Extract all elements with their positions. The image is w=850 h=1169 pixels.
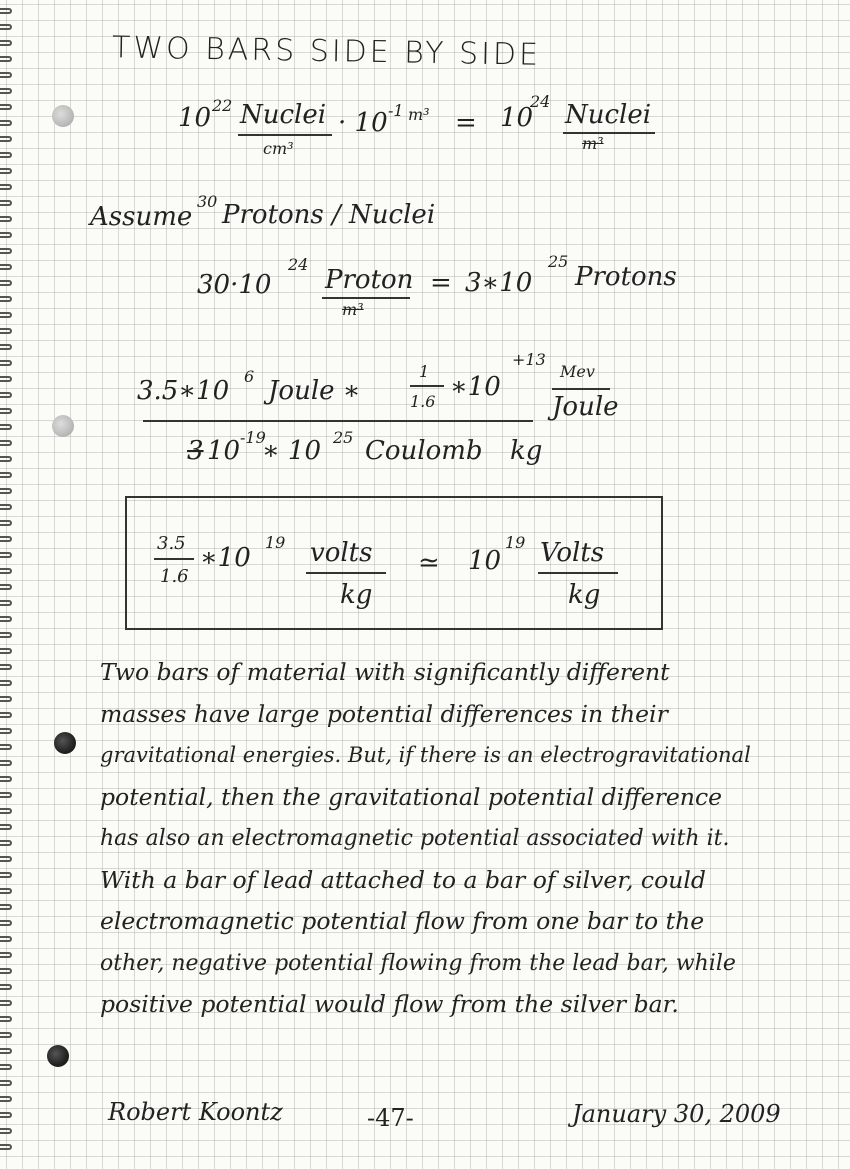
spiral-coil	[0, 376, 12, 382]
spiral-coil	[0, 72, 12, 78]
eq3-unit-top: Mev	[560, 362, 595, 381]
spiral-coil	[0, 488, 12, 494]
spiral-coil	[0, 936, 12, 942]
eq1-mid: · 10	[338, 108, 388, 138]
paragraph-line: positive potential would flow from the silver bar.	[100, 990, 679, 1018]
spiral-coil	[0, 1064, 12, 1070]
boxed-unit-top: volts	[310, 538, 373, 568]
eq1-rhs-exp: 24	[530, 92, 551, 111]
eq2-rhs: 3∗10	[465, 268, 533, 298]
spiral-coil	[0, 584, 12, 590]
boxed-mid: ∗10	[200, 543, 251, 573]
spiral-coil	[0, 344, 12, 350]
spiral-coil	[0, 1032, 12, 1038]
body-paragraph	[100, 652, 790, 1026]
spiral-coil	[0, 120, 12, 126]
eq1-rhs: 10	[500, 103, 534, 133]
eq3-den-struck: 3	[187, 436, 204, 466]
spiral-coil	[0, 712, 12, 718]
eq3-den: 10	[207, 436, 241, 466]
assume-units: Protons / Nuclei	[222, 200, 436, 230]
eq1-numerator: Nuclei	[240, 100, 327, 130]
eq3-num-c-exp: +13	[512, 350, 546, 369]
spiral-coil	[0, 1096, 12, 1102]
boxed-rhs-exp: 19	[505, 533, 526, 552]
spiral-coil	[0, 1080, 12, 1086]
spiral-coil	[0, 1112, 12, 1118]
spiral-coil	[0, 456, 12, 462]
spiral-coil	[0, 264, 12, 270]
punch-hole-bottom	[47, 1045, 69, 1067]
boxed-approx: ≃	[418, 548, 440, 578]
spiral-coil	[0, 200, 12, 206]
spiral-coil	[0, 1016, 12, 1022]
eq1-rhs-denominator-struck: m³	[582, 134, 604, 153]
spiral-coil	[0, 968, 12, 974]
eq1-equals: =	[455, 108, 477, 138]
eq3-den-b-exp: 25	[333, 428, 354, 447]
eq3-den-c: Coulomb	[365, 436, 483, 466]
eq1-fraction-bar	[238, 134, 332, 136]
page-title: TWO BARS SIDE BY SIDE	[111, 30, 542, 73]
paragraph-line: masses have large potential differences in their	[100, 699, 668, 728]
eq2-fraction-bar	[322, 297, 410, 299]
boxed-unit-bot: kg	[340, 580, 373, 610]
spiral-coil	[0, 552, 12, 558]
paragraph-line: potential, then the gravitational potential difference	[100, 782, 723, 811]
eq3-num-c: ∗10	[450, 372, 501, 402]
spiral-coil	[0, 808, 12, 814]
spiral-coil	[0, 824, 12, 830]
eq2-lhs: 30·10	[197, 270, 272, 300]
eq1-rhs-fraction-bar	[563, 132, 655, 134]
boxed-frac-top: 3.5	[157, 533, 186, 554]
eq3-num-a: 3.5∗10	[137, 376, 230, 406]
spiral-coil	[0, 88, 12, 94]
paragraph-line: gravitational energies. But, if there is an electrogravitational	[100, 743, 751, 767]
spiral-coil	[0, 408, 12, 414]
spiral-coil	[0, 280, 12, 286]
eq1-denominator: cm³	[263, 139, 294, 158]
eq2-denominator-struck: m³	[342, 300, 364, 319]
boxed-rhs-unit-fraction-bar	[538, 572, 618, 574]
spiral-coil	[0, 392, 12, 398]
eq1-mid-unit: m³	[408, 105, 430, 124]
eq3-den-exp: -19	[240, 428, 266, 447]
boxed-unit-fraction-bar	[306, 572, 386, 574]
spiral-coil	[0, 56, 12, 62]
eq1-exp: 22	[212, 96, 233, 115]
paragraph-line: electromagnetic potential flow from one bar to the	[100, 907, 705, 935]
eq2-rhs-unit: Protons	[575, 262, 677, 292]
spiral-coil	[0, 168, 12, 174]
spiral-coil	[0, 664, 12, 670]
spiral-coil	[0, 616, 12, 622]
spiral-coil	[0, 696, 12, 702]
spiral-coil	[0, 152, 12, 158]
eq3-unit-fraction-bar	[552, 388, 610, 390]
spiral-coil	[0, 952, 12, 958]
eq3-den-d: kg	[510, 436, 543, 466]
spiral-coil	[0, 40, 12, 46]
spiral-coil	[0, 104, 12, 110]
spiral-coil	[0, 232, 12, 238]
spiral-coil	[0, 1048, 12, 1054]
boxed-rhs-unit-bot: kg	[568, 580, 601, 610]
author-signature: Robert Koontz	[108, 1098, 283, 1126]
spiral-coil	[0, 984, 12, 990]
eq2-numerator: Proton	[325, 265, 414, 295]
boxed-mid-exp: 19	[265, 533, 286, 552]
spiral-coil	[0, 360, 12, 366]
spiral-coil	[0, 296, 12, 302]
spiral-coil	[0, 520, 12, 526]
spiral-coil	[0, 840, 12, 846]
spiral-coil	[0, 440, 12, 446]
spiral-coil	[0, 888, 12, 894]
spiral-coil	[0, 568, 12, 574]
spiral-coil	[0, 792, 12, 798]
spiral-binding	[0, 0, 16, 1169]
spiral-coil	[0, 424, 12, 430]
boxed-small-fraction-bar	[154, 558, 194, 560]
eq1-mid-exp: -1	[388, 101, 404, 120]
spiral-coil	[0, 8, 12, 14]
paragraph-line: other, negative potential flowing from the lead bar, while	[100, 950, 736, 976]
spiral-coil	[0, 1144, 12, 1150]
spiral-coil	[0, 632, 12, 638]
spiral-coil	[0, 600, 12, 606]
eq1-coef: 10	[178, 103, 212, 133]
spiral-coil	[0, 216, 12, 222]
spiral-coil	[0, 856, 12, 862]
spiral-coil	[0, 472, 12, 478]
spiral-coil	[0, 744, 12, 750]
punch-hole-upper	[52, 415, 74, 437]
spiral-coil	[0, 1128, 12, 1134]
eq3-frac-top: 1	[419, 362, 430, 381]
punch-hole-top	[52, 105, 74, 127]
spiral-coil	[0, 312, 12, 318]
spiral-coil	[0, 184, 12, 190]
eq3-small-fraction-bar	[410, 385, 444, 387]
spiral-coil	[0, 536, 12, 542]
entry-date: January 30, 2009	[572, 1100, 781, 1128]
eq1-rhs-numerator: Nuclei	[565, 100, 652, 130]
paragraph-line: Two bars of material with significantly different	[100, 658, 670, 686]
paragraph-line: With a bar of lead attached to a bar of silver, could	[100, 865, 706, 894]
spiral-coil	[0, 24, 12, 30]
boxed-rhs-unit-top: Volts	[540, 538, 605, 568]
spiral-coil	[0, 872, 12, 878]
eq3-main-fraction-bar	[143, 420, 533, 422]
paragraph-line: has also an electromagnetic potential associated with it.	[100, 826, 730, 851]
spiral-coil	[0, 760, 12, 766]
eq3-unit-bot: Joule	[552, 392, 619, 422]
assume-label: Assume	[90, 202, 193, 232]
spiral-coil	[0, 728, 12, 734]
boxed-rhs: 10	[468, 546, 502, 576]
punch-hole-middle	[54, 732, 76, 754]
spiral-coil	[0, 680, 12, 686]
eq3-num-b: Joule ∗	[268, 376, 361, 406]
spiral-coil	[0, 136, 12, 142]
spiral-coil	[0, 248, 12, 254]
eq3-frac-bot: 1.6	[410, 392, 436, 411]
spiral-coil	[0, 328, 12, 334]
eq3-num-a-exp: 6	[244, 367, 255, 386]
spiral-coil	[0, 504, 12, 510]
spiral-coil	[0, 776, 12, 782]
spiral-coil	[0, 920, 12, 926]
spiral-coil	[0, 1000, 12, 1006]
spiral-coil	[0, 904, 12, 910]
assume-number: 30	[197, 192, 218, 211]
eq2-lhs-exp: 24	[288, 255, 309, 274]
eq2-rhs-exp: 25	[548, 252, 569, 271]
boxed-frac-bot: 1.6	[160, 566, 189, 587]
eq3-den-b: ∗ 10	[262, 436, 322, 466]
spiral-coil	[0, 648, 12, 654]
eq2-equals: =	[430, 268, 452, 298]
page-number: -47-	[367, 1104, 414, 1132]
